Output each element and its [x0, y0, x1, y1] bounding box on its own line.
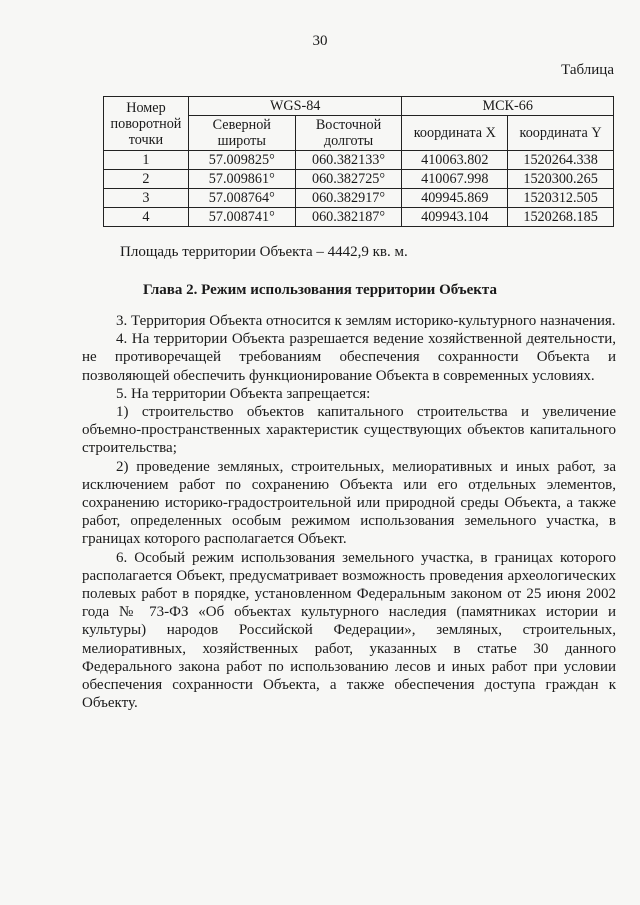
chapter-heading: Глава 2. Режим использования территории Объекта	[143, 282, 497, 298]
cell-lat: 57.008741°	[188, 208, 295, 227]
cell-x: 409945.869	[402, 189, 508, 208]
cell-lon: 060.382917°	[295, 189, 402, 208]
table-header-row	[104, 97, 614, 116]
cell-lat: 57.009861°	[188, 170, 295, 189]
area-statement: Площадь территории Объекта – 4442,9 кв. м.	[120, 244, 408, 260]
cell-x: 409943.104	[402, 208, 508, 227]
header-coord-x: координата X	[402, 116, 508, 151]
cell-y: 1520312.505	[508, 189, 614, 208]
cell-point: 3	[104, 189, 189, 208]
page-number: 30	[312, 33, 328, 49]
paragraph-4: 4. На территории Объекта разрешается ведение хозяйственной деятельности, не противоречащей требованиям обеспечения сохранности Объекта и позволяющей обеспечить функционирование Объекта в современных условиях.	[82, 331, 616, 384]
header-coord-y: координата Y	[508, 116, 614, 151]
cell-point: 4	[104, 208, 189, 227]
cell-y: 1520268.185	[508, 208, 614, 227]
cell-lon: 060.382725°	[295, 170, 402, 189]
cell-lon: 060.382133°	[295, 151, 402, 170]
header-msk66: МСК-66	[402, 97, 614, 116]
header-point-number: Номер поворотной точки	[104, 97, 189, 151]
header-longitude: Восточной долготы	[295, 116, 402, 151]
paragraph-6: 6. Особый режим использования земельного участка, в границах которого располагается Объект, предусматривает возможность проведения археологических полевых работ в порядке, установленном Федеральным законом от 25 июня 2002 года № 73-ФЗ «Об объектах культурного наследия (памятниках истории и культуры) народов Российской Федерации», земляных, строительных, мелиоративных, хозяйственных работ, указанных в статье 30 данного Федерального закона работ по использованию лесов и иных работ при условии обеспечения сохранности Объекта, а также обеспечения доступа граждан к Объекту.	[82, 549, 616, 712]
cell-x: 410063.802	[402, 151, 508, 170]
table-caption: Таблица	[561, 62, 614, 78]
paragraph-5-item-1: 1) строительство объектов капитального строительства и увеличение объемно-пространственных характеристик существующих объектов капитального строительства;	[82, 404, 616, 457]
paragraph-5: 5. На территории Объекта запрещается:	[116, 385, 371, 402]
cell-y: 1520300.265	[508, 170, 614, 189]
cell-lat: 57.009825°	[188, 151, 295, 170]
paragraph-5-item-2: 2) проведение земляных, строительных, мелиоративных и иных работ, за исключением работ по сохранению Объекта или его отдельных элементов, сохранению историко-градостроительной или природной среды Объекта, а также работ, определенных особым режимом использования земельного участка, в границах которого располагается Объект.	[82, 458, 616, 548]
table-row	[104, 208, 614, 227]
paragraph-3: 3. Территория Объекта относится к землям историко-культурного назначения.	[116, 313, 616, 329]
cell-point: 1	[104, 151, 189, 170]
cell-x: 410067.998	[402, 170, 508, 189]
cell-y: 1520264.338	[508, 151, 614, 170]
cell-lat: 57.008764°	[188, 189, 295, 208]
table-row	[104, 189, 614, 208]
cell-lon: 060.382187°	[295, 208, 402, 227]
table-row	[104, 151, 614, 170]
body-text	[82, 312, 616, 712]
header-wgs84: WGS-84	[188, 97, 402, 116]
table-row	[104, 170, 614, 189]
coordinates-table	[103, 96, 614, 227]
header-latitude: Северной широты	[188, 116, 295, 151]
cell-point: 2	[104, 170, 189, 189]
